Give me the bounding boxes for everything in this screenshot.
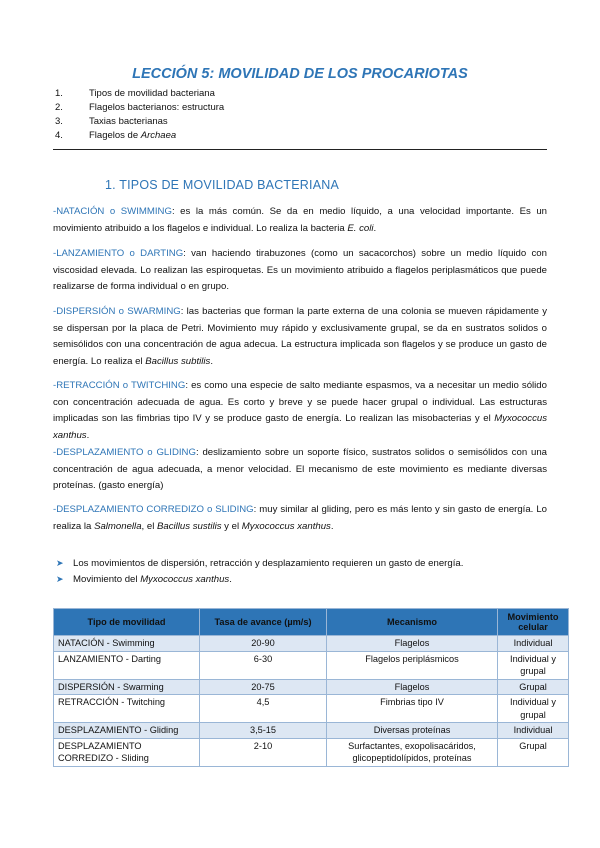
paragraph-text: : es la más común. Se da en medio líquido, a una velocidad importante. Es un movimiento atribuido a los flagelos e individual. Lo realiza la bacteria <box>53 206 547 234</box>
table-cell: NATACIÓN - Swimming <box>54 636 200 652</box>
arrow-bullet-icon: ➤ <box>56 573 64 584</box>
table-cell: Fimbrias tipo IV <box>327 695 498 723</box>
toc-label: Flagelos bacterianos: estructura <box>89 102 225 113</box>
paragraph-end: . <box>373 222 377 234</box>
table-cell: Grupal <box>498 738 569 766</box>
table-row <box>54 679 569 695</box>
table-cell: Flagelos <box>327 679 498 695</box>
table-cell: Surfactantes, exopolisacáridos, glicopeptidolípidos, proteínas <box>327 738 498 766</box>
paragraph-sliding <box>53 502 547 535</box>
term-label: -LANZAMIENTO o DARTING <box>53 248 184 259</box>
table-cell: DISPERSIÓN - Swarming <box>54 679 200 695</box>
table-cell: Individual <box>498 723 569 739</box>
toc-label: Flagelos de <box>89 130 141 141</box>
table-row <box>54 636 569 652</box>
arrow-bullet-icon: ➤ <box>56 558 64 568</box>
table-cell: Diversas proteínas <box>327 723 498 739</box>
species-name: Myxococcus xanthus <box>140 573 230 585</box>
toc-label-italic: Archaea <box>140 130 177 141</box>
column-header: Movimiento celular <box>498 609 569 636</box>
table-cell: DESPLAZAMIENTO - Gliding <box>54 723 200 739</box>
species-name: Salmonella <box>94 520 142 532</box>
species-name: Myxococcus xanthus <box>53 413 547 441</box>
bullet-list <box>56 556 463 587</box>
paragraph-text: : las bacterias que forman la parte externa de una colonia se mueven rápidamente y se dispersan por la placa de Petri. Movimiento muy rápido y exclusivamente grupal, se da en sustratos solidos o semisólidos con una concentración de agua adecua. La estructura implicada son flagelos y se produce un gasto de energía. Lo realiza el <box>53 306 547 367</box>
term-label: -DESPLAZAMIENTO o GLIDING <box>53 447 196 458</box>
paragraph-text: : deslizamiento sobre un soporte físico, sustratos solidos o semisólidos con una concentración de agua adecuada, a menor velocidad. El mecanismo de este movimiento es mediante diversas proteínas. (gasto energía) <box>53 447 548 491</box>
table-header-row <box>54 609 569 636</box>
bullet-end: . <box>229 573 232 585</box>
toc-label: Tipos de movilidad bacteriana <box>89 88 215 99</box>
toc-item <box>55 115 224 129</box>
table-of-contents <box>55 87 224 143</box>
paragraph-gliding <box>53 445 547 495</box>
table-cell: RETRACCIÓN - Twitching <box>54 695 200 723</box>
column-header: Tasa de avance (µm/s) <box>200 609 327 636</box>
table-cell: Flagelos <box>327 636 498 652</box>
section-divider <box>53 149 547 150</box>
term-label: -NATACIÓN o SWIMMING <box>53 206 172 217</box>
paragraph-text: y el <box>221 520 242 532</box>
bullet-text: Los movimientos de dispersión, retracción y desplazamiento requieren un gasto de energía. <box>73 558 464 569</box>
table-cell: 4,5 <box>200 695 327 723</box>
table-cell: Flagelos periplásmicos <box>327 651 498 679</box>
paragraph-text: , el <box>141 520 157 532</box>
table-cell: LANZAMIENTO - Darting <box>54 651 200 679</box>
motility-table <box>53 608 569 767</box>
table-cell: Grupal <box>498 679 569 695</box>
species-name: E. coli <box>347 222 374 234</box>
species-name: Bacillus subtilis <box>145 355 211 367</box>
toc-number: 1. <box>55 88 63 99</box>
paragraph-swarming <box>53 304 547 370</box>
table-row <box>54 723 569 739</box>
paragraph-text: : van haciendo tirabuzones (como un sacacorchos) sobre un medio líquido con viscosidad elevada. Lo realizan las espiroquetas. Es un movimiento atribuido a flagelos periplasmáticos que puede realizarse de forma individual o en grupo. <box>53 248 547 292</box>
table-cell: Individual <box>498 636 569 652</box>
table-cell: 2-10 <box>200 738 327 766</box>
term-label: -DISPERSIÓN o SWARMING <box>53 306 181 317</box>
paragraph-text: : es como una especie de salto mediante espasmos, va a necesitar un medio sólido con concentración adecuada de agua. Es corto y breve y se puede hacer grupal o individual. Las estructuras implicadas son las fimbrias tipo IV y se produce gasto de energía. Lo realizan las misobacterias y el <box>53 380 547 424</box>
table-cell: 6-30 <box>200 651 327 679</box>
paragraph-twitching <box>53 378 547 444</box>
table-cell: DESPLAZAMIENTO CORREDIZO - Sliding <box>54 738 200 766</box>
paragraph-end: . <box>210 355 213 367</box>
table-row <box>54 738 569 766</box>
term-label: -RETRACCIÓN o TWITCHING <box>53 380 186 391</box>
toc-item <box>55 101 224 115</box>
paragraph-end: . <box>86 429 90 441</box>
toc-number: 2. <box>55 102 63 113</box>
table-cell: Individual y grupal <box>498 695 569 723</box>
toc-item <box>55 87 224 101</box>
paragraph-swimming <box>53 204 547 237</box>
list-item <box>56 556 463 572</box>
table-cell: 3,5-15 <box>200 723 327 739</box>
list-item <box>56 572 463 588</box>
table-cell: Individual y grupal <box>498 651 569 679</box>
paragraph-darting <box>53 246 547 296</box>
table-cell: 20-75 <box>200 679 327 695</box>
paragraph-text: : muy similar al gliding, pero es más lento y sin gasto de energía. Lo realiza la <box>53 504 547 532</box>
bullet-text: Movimiento del <box>73 573 141 585</box>
toc-item <box>55 129 224 143</box>
toc-label: Taxias bacterianas <box>89 116 168 127</box>
toc-number: 3. <box>55 116 63 127</box>
term-label: -DESPLAZAMIENTO CORREDIZO o SLIDING <box>53 504 254 515</box>
table-row <box>54 695 569 723</box>
species-name: Myxococcus xanthus <box>241 520 331 532</box>
column-header: Mecanismo <box>327 609 498 636</box>
paragraph-end: . <box>330 520 334 532</box>
section-heading: 1. TIPOS DE MOVILIDAD BACTERIANA <box>105 178 339 192</box>
page-title: LECCIÓN 5: MOVILIDAD DE LOS PROCARIOTAS <box>132 66 468 82</box>
column-header: Tipo de movilidad <box>54 609 200 636</box>
species-name: Bacillus sustilis <box>157 520 222 532</box>
table-row <box>54 651 569 679</box>
table-cell: 20-90 <box>200 636 327 652</box>
toc-number: 4. <box>55 130 63 141</box>
